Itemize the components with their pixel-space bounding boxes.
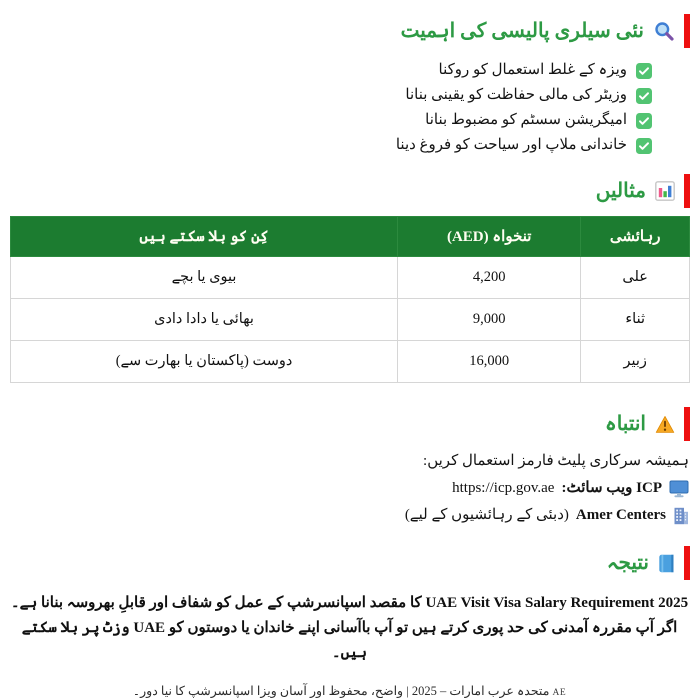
magnifier-icon: [653, 20, 675, 42]
section-heading-examples: [0, 174, 699, 208]
amer-centers-note: (دبئی کے رہائشیوں کے لیے): [404, 507, 569, 523]
cell-invitee: دوست (پاکستان یا بھارت سے): [11, 341, 398, 383]
monitor-icon: [669, 480, 689, 498]
checklist-item: [0, 58, 652, 83]
checkmark-icon: [636, 138, 652, 154]
cell-resident: ثناء: [581, 299, 690, 341]
amer-centers-label: Amer Centers: [575, 507, 666, 523]
warning-content: [0, 448, 699, 529]
bar-chart-icon: [655, 181, 675, 201]
icp-website-label: ICP ویب سائٹ:: [561, 480, 662, 496]
header-resident: رہائشی: [581, 217, 690, 257]
section-title-importance: نئی سیلری پالیسی کی اہمیت: [400, 20, 644, 42]
table-row: [11, 341, 690, 383]
checklist-item: [0, 108, 652, 133]
icp-url-link[interactable]: https://icp.gov.ae: [452, 480, 555, 496]
icp-website-line: [8, 475, 689, 502]
warning-intro-text: ہمیشہ سرکاری پلیٹ فارمز استعمال کریں:: [423, 453, 689, 469]
cell-salary: 4,200: [398, 257, 581, 299]
footer-text: متحدہ عرب امارات – 2025 | واضح، محفوظ اور آسان ویزا اسپانسرشپ کا نیا دور۔: [132, 684, 550, 698]
section-title-conclusion: نتیجہ: [606, 552, 649, 574]
table-header-row: [11, 217, 690, 257]
red-accent-bar: [684, 546, 690, 580]
section-heading-warning: [0, 407, 699, 441]
section-heading-importance: [0, 14, 699, 48]
table-row: [11, 299, 690, 341]
checklist-item-label: امیگریشن سسٹم کو مضبوط بنانا: [425, 112, 627, 128]
table-row: [11, 257, 690, 299]
checklist-item: [0, 133, 652, 158]
cell-resident: زبیر: [581, 341, 690, 383]
footer-line: [0, 683, 699, 699]
checklist-item-label: خاندانی ملاپ اور سیاحت کو فروغ دینا: [395, 137, 627, 153]
book-icon: [658, 554, 675, 573]
red-accent-bar: [684, 407, 690, 441]
red-accent-bar: [684, 174, 690, 208]
checklist-item-label: ویزہ کے غلط استعمال کو روکنا: [438, 62, 627, 78]
checkmark-icon: [636, 63, 652, 79]
red-accent-bar: [684, 14, 690, 48]
checklist-item: [0, 83, 652, 108]
section-title-examples: مثالیں: [595, 180, 646, 202]
cell-salary: 9,000: [398, 299, 581, 341]
building-icon: [673, 507, 689, 525]
section-heading-conclusion: [0, 546, 699, 580]
warning-intro-line: [8, 448, 689, 475]
amer-centers-line: [8, 502, 689, 529]
header-salary-aed: تنخواہ (AED): [398, 217, 581, 257]
header-who-can-invite: کِن کو بلا سکتے ہیں: [11, 217, 398, 257]
warning-icon: [655, 415, 675, 434]
cell-invitee: بیوی یا بچے: [11, 257, 398, 299]
salary-examples-table: [10, 216, 690, 383]
cell-resident: علی: [581, 257, 690, 299]
checklist-item-label: وزیٹر کی مالی حفاظت کو یقینی بنانا: [405, 87, 627, 103]
cell-invitee: بھائی یا دادا دادی: [11, 299, 398, 341]
checkmark-icon: [636, 113, 652, 129]
policy-benefits-checklist: [0, 58, 699, 158]
cell-salary: 16,000: [398, 341, 581, 383]
conclusion-paragraph: UAE Visit Visa Salary Requirement 2025 کا مقصد اسپانسرشپ کے عمل کو شفاف اور قابلِ بھروسہ بنانا ہے۔ اگر آپ مقررہ آمدنی کی حد پوری کرتے ہیں تو آپ باآسانی اپنے خاندان یا دوستوں کو UAE وزٹ پر بلا سکتے ہیں۔: [10, 595, 689, 661]
checkmark-icon: [636, 88, 652, 104]
uae-flag-icon: AE: [552, 688, 567, 698]
section-title-warning: انتباہ: [604, 413, 646, 435]
